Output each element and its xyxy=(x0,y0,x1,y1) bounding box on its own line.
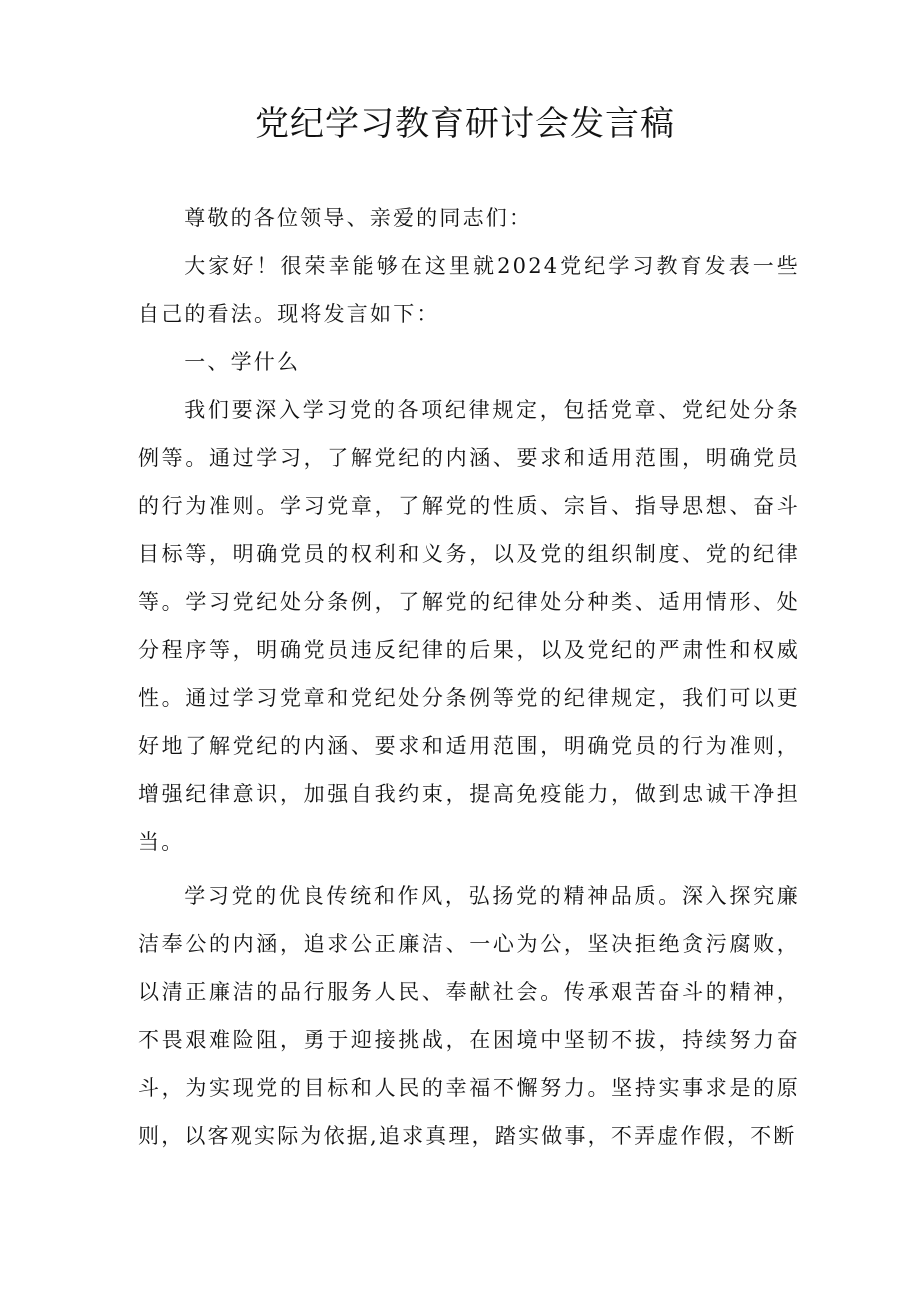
body-paragraph: 学习党的优良传统和作风，弘扬党的精神品质。深入探究廉洁奉公的内涵，追求公正廉洁、一心为公，坚决拒绝贪污腐败，以清正廉洁的品行服务人民、奉献社会。传承艰苦奋斗的精神，不畏艰难险阻，勇于迎接挑战，在困境中坚韧不拔，持续努力奋斗，为实现党的目标和人民的幸福不懈努力。坚持实事求是的原则，以客观实际为依据,追求真理，踏实做事，不弄虚作假，不断 xyxy=(138,884,800,1148)
document-body xyxy=(138,194,800,1160)
section-heading: 一、学什么 xyxy=(184,350,301,374)
opening-paragraph: 大家好！很荣幸能够在这里就2024党纪学习教育发表一些自己的看法。现将发言如下： xyxy=(138,254,800,326)
document-title: 党纪学习教育研讨会发言稿 xyxy=(255,104,675,144)
body-paragraph: 我们要深入学习党的各项纪律规定，包括党章、党纪处分条例等。通过学习，了解党纪的内涵、要求和适用范围，明确党员的行为准则。学习党章，了解党的性质、宗旨、指导思想、奋斗目标等，明确党员的权利和义务，以及党的组织制度、党的纪律等。学习党纪处分条例，了解党的纪律处分种类、适用情形、处分程序等，明确党员违反纪律的后果，以及党纪的严肃性和权威性。通过学习党章和党纪处分条例等党的纪律规定，我们可以更好地了解党纪的内涵、要求和适用范围，明确党员的行为准则，增强纪律意识，加强自我约束，提高免疫能力，做到忠诚干净担当。 xyxy=(138,398,800,854)
salutation-paragraph: 尊敬的各位领导、亲爱的同志们： xyxy=(184,206,533,230)
